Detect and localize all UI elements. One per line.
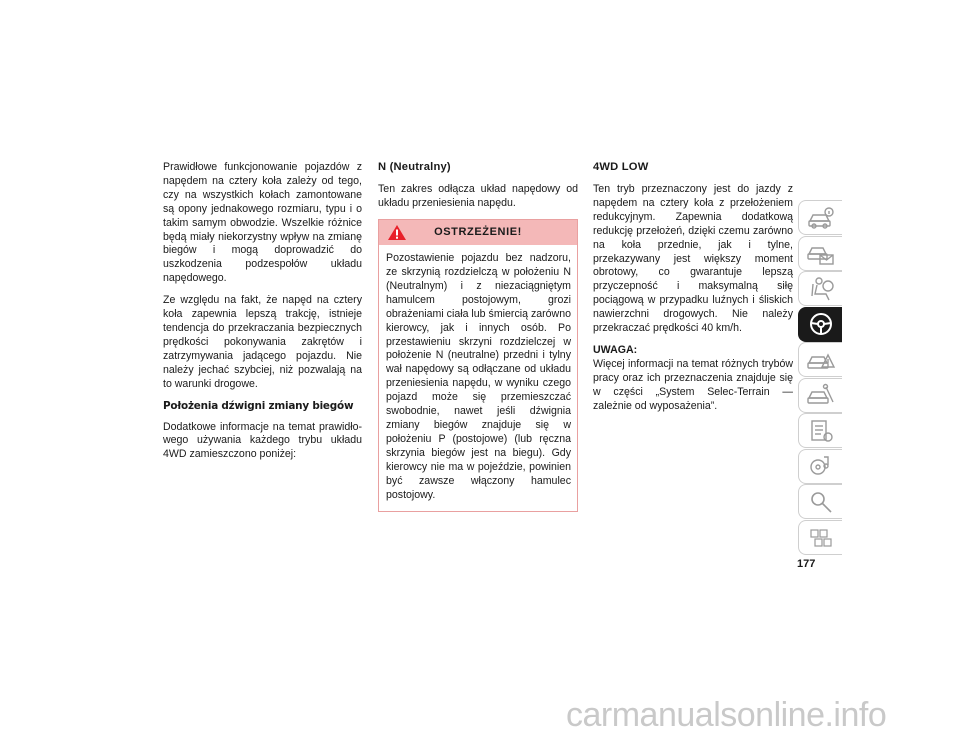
warning-text: Pozostawienie pojazdu bez nadzoru, ze skrzynią rozdzielczą w położeniu N (Neutralnym) i z niezaciągniętym hamulcem postojowym, grozi obrażeniami ciała lub śmiercią zarówno kierowcy, jak i innych osób. Po przestawieniu skrzyni rozdzielczej w położenie N (neutralne) przedni i tylny wał napędowy są odłączane od układu przeniesienia napędu, w wyniku czego pojazd może się przemieszczać swobodnie, nawet jeśli dźwignia zmiany biegów znajduje się w położeniu P (postojowe) (lub ręczna skrzynia biegów jest na biegu). Gdy kierowcy nie ma w pojeździe, powinien być zawsze włączony hamulec postojowy. — [386, 251, 571, 502]
tab-car-envelope[interactable] — [798, 236, 842, 271]
search-index-icon — [806, 489, 836, 515]
car-wrench-icon — [806, 382, 836, 408]
watermark: carmanualsonline.info — [566, 696, 887, 734]
right-column — [593, 161, 793, 414]
paragraph: Ten zakres odłącza układ napędowy od układu przeniesienia napędu. — [378, 183, 578, 209]
tab-car-info[interactable] — [798, 200, 842, 235]
tab-languages[interactable] — [798, 520, 842, 555]
multimedia-icon — [806, 453, 836, 479]
paragraph: Dodatkowe informacje na temat prawidłowego używania każdego trybu układu 4WD zamieszczono poniżej: — [163, 420, 362, 461]
car-info-icon — [806, 205, 836, 231]
middle-column — [378, 161, 578, 512]
paragraph: Ze względu na fakt, że napęd na cztery koła zapewnia lepszą trakcję, istnieje tendencja do przekraczania bezpiecznych prędkości pokonywania zakrętów i zatrzymywania jadącego pojazdu. Nie należy jechać szybciej, niż pozwalają na to warunki drogowe. — [163, 294, 362, 390]
tab-multimedia[interactable] — [798, 449, 842, 484]
specifications-list-icon — [806, 418, 836, 444]
warning-box — [378, 219, 578, 512]
note-text: Więcej informacji na temat różnych trybów pracy oraz ich przeznaczenia znajduje się w części „System Selec-Terrain — zależnie od wyposażenia”. — [593, 357, 793, 412]
tab-car-warning[interactable] — [798, 342, 842, 377]
tab-car-wrench[interactable] — [798, 378, 842, 413]
seat-airbag-icon — [806, 276, 836, 302]
car-envelope-icon — [806, 240, 836, 266]
tab-search-index[interactable] — [798, 484, 842, 519]
warning-header — [379, 220, 577, 245]
page-number: 177 — [797, 558, 816, 570]
section-heading: 4WD LOW — [593, 161, 649, 173]
tab-specifications[interactable] — [798, 413, 842, 448]
tab-steering-wheel[interactable] — [798, 307, 842, 342]
section-subheading: Położenia dźwigni zmiany biegów — [163, 399, 354, 412]
paragraph: Prawidłowe funkcjonowanie pojazdów z napędem na cztery koła zależy od tego, czy na wszystkich kołach zamontowane są opony jednakowego rozmiaru, typu i o takim samym obwodzie. Wszelkie różnice będą miały niekorzystny wpływ na zmianę biegów i mogą doprowadzić do uszkodzenia podzespołów układu napędowego. — [163, 161, 362, 285]
car-warning-icon — [806, 347, 836, 373]
section-heading: N (Neutralny) — [378, 161, 451, 173]
warning-title: OSTRZEŻENIE! — [434, 226, 522, 239]
languages-icon — [806, 524, 836, 550]
steering-wheel-icon — [806, 311, 836, 337]
warning-triangle-icon — [387, 224, 407, 241]
left-column — [163, 161, 362, 470]
paragraph: Ten tryb przeznaczony jest do jazdy z napędem na cztery koła z przełożeniem redukcyjnym. Zapewnia dodatkową redukcję przełożeń, dzięki czemu zarówno na koła przednie, jak i tylne, przekazywany jest większy moment obrotowy, co gwarantuje lepszą przyczepność i maksymalną siłę pociągową w przypadku luźnych i śliskich nawierzchni drogowych. Nie należy przekraczać prędkości 40 km/h. — [593, 183, 793, 335]
chapter-tabs — [798, 200, 842, 555]
tab-seat-airbag[interactable] — [798, 271, 842, 306]
note-title: UWAGA: — [593, 343, 638, 356]
